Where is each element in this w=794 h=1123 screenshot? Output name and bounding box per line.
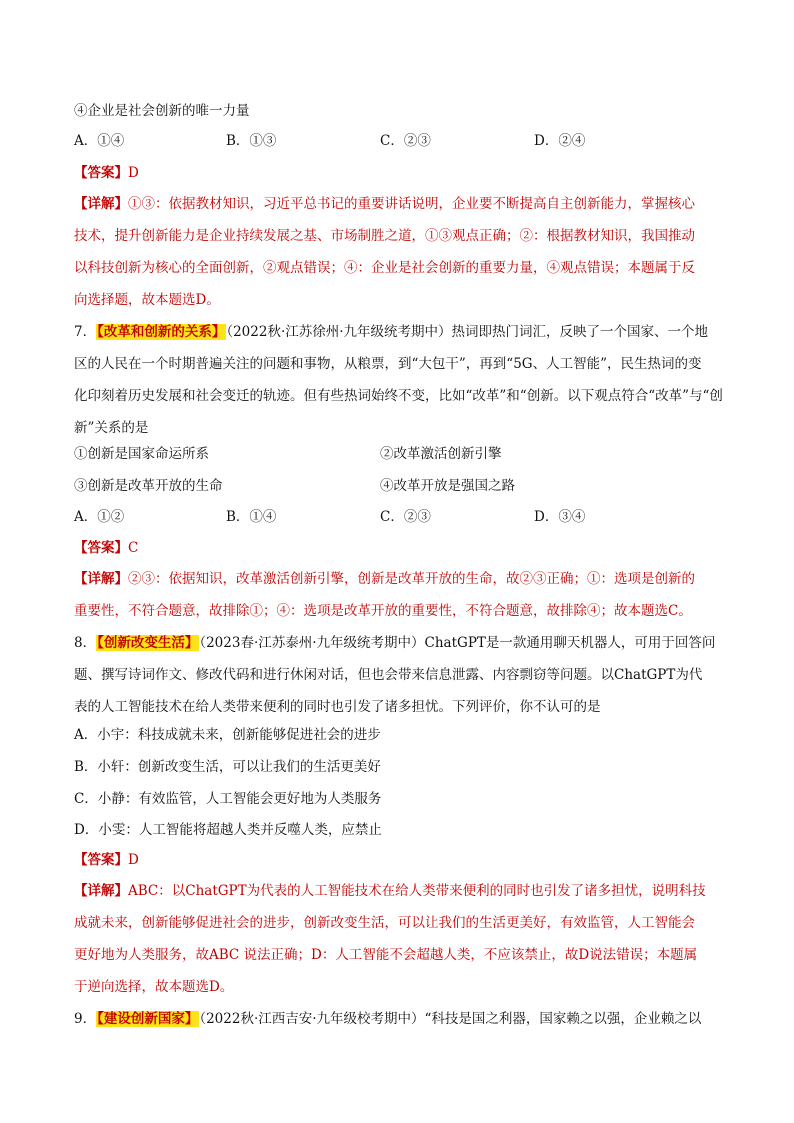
q7-stem-line: 化印刻着历史发展和社会变迁的轨迹。但有些热词始终不变，比如“改革”和“创新。以下观点符合“改革”与“创 xyxy=(74,388,723,404)
detail-label: 【详解】 xyxy=(74,196,128,212)
q6-detail-line: 技术，提升创新能力是企业持续发展之基、市场制胜之道，①③观点正确；②：根据教材知识，我国推动 xyxy=(74,228,695,244)
topic-tag: 【创新改变生活】 xyxy=(97,635,199,651)
q7-detail-line: 【详解】②③：依据知识，改革激活创新引擎，创新是改革开放的生命，故②③正确；①：选项是创新的 xyxy=(74,571,695,587)
question-number: 8． xyxy=(74,635,97,651)
q8-stem-line: 题、撰写诗词作文、修改代码和进行休闲对话，但也会带来信息泄露、内容剽窃等问题。以ChatGPT为代 xyxy=(74,667,703,683)
q6-answer xyxy=(74,163,734,183)
q8-option-a: A．小宇：科技成就未来，创新能够促进社会的进步 xyxy=(74,727,381,743)
q8-option-b: B．小轩：创新改变生活，可以让我们的生活更美好 xyxy=(74,759,381,775)
q7-option-a: A．①② xyxy=(74,509,125,525)
answer-value: D xyxy=(128,852,139,868)
q7-stem-line: 区的人民在一个时期普遍关注的问题和事物，从粮票，到“大包干”，再到“5G、人工智能”，民生热词的变 xyxy=(74,356,702,372)
q7-item-2: ②改革激活创新引擎 xyxy=(380,446,502,462)
topic-tag: 【建设创新国家】 xyxy=(97,1011,199,1027)
question-number: 7． xyxy=(74,324,97,340)
q7-stem-line: 新”关系的是 xyxy=(74,420,149,436)
answer-label: 【答案】 xyxy=(74,852,128,868)
answer-value: C xyxy=(128,540,139,556)
detail-label: 【详解】 xyxy=(74,571,128,587)
q9-stem-line: 9．【建设创新国家】（2022秋·江西吉安·九年级校考期中）“科技是国之利器，国家赖之以强，企业赖之以 xyxy=(74,1011,702,1027)
q7-item-1: ①创新是国家命运所系 xyxy=(74,446,209,462)
q7-answer xyxy=(74,538,734,558)
q8-detail-line: 更好地为人类服务，故ABC 说法正确；D：人工智能不会超越人类，不应该禁止，故D说法错误；本题属 xyxy=(74,947,698,963)
q8-option-d: D．小雯：人工智能将超越人类并反噬人类，应禁止 xyxy=(74,822,382,838)
q7-detail-line: 重要性，不符合题意，故排除①；④：选项是改革开放的重要性，不符合题意，故排除④；故本题选C。 xyxy=(74,603,692,619)
q8-detail-line: 成就未来，创新能够促进社会的进步，创新改变生活，可以让我们的生活更美好，有效监管，人工智能会 xyxy=(74,915,695,931)
q6-item-4: ④企业是社会创新的唯一力量 xyxy=(74,103,250,119)
q8-stem-line: 8．【创新改变生活】（2023春·江苏泰州·九年级统考期中）ChatGPT是一款通用聊天机器人，可用于回答问 xyxy=(74,635,716,651)
q7-option-c: C．②③ xyxy=(380,509,431,525)
q6-option-a: A．①④ xyxy=(74,133,125,149)
question-number: 9． xyxy=(74,1011,97,1027)
q6-option-b: B．①③ xyxy=(226,133,277,149)
detail-label: 【详解】 xyxy=(74,883,128,899)
q8-stem-line: 表的人工智能技术在给人类带来便利的同时也引发了诸多担忧。下列评价，你不认可的是 xyxy=(74,699,601,715)
answer-label: 【答案】 xyxy=(74,165,128,181)
q7-option-d: D．③④ xyxy=(534,509,586,525)
answer-value: D xyxy=(128,165,139,181)
q7-stem-line: 7．【改革和创新的关系】（2022秋·江苏徐州·九年级统考期中）热词即热门词汇，反映了一个国家、一个地 xyxy=(74,324,709,340)
q6-option-d: D．②④ xyxy=(534,133,586,149)
q8-answer xyxy=(74,850,734,870)
q8-detail-line: 于逆向选择，故本题选D。 xyxy=(74,979,234,995)
q6-detail-line: 向选择题，故本题选D。 xyxy=(74,292,220,308)
q8-option-c: C．小静：有效监管，人工智能会更好地为人类服务 xyxy=(74,791,382,807)
q7-option-b: B．①④ xyxy=(226,509,277,525)
q6-option-c: C．②③ xyxy=(380,133,431,149)
q8-detail-line: 【详解】ABC：以ChatGPT为代表的人工智能技术在给人类带来便利的同时也引发了诸多担忧，说明科技 xyxy=(74,883,706,899)
q6-detail-line: 以科技创新为核心的全面创新，②观点错误；④：企业是社会创新的重要力量，④观点错误；本题属于反 xyxy=(74,260,695,276)
answer-label: 【答案】 xyxy=(74,540,128,556)
q7-item-3: ③创新是改革开放的生命 xyxy=(74,478,223,494)
topic-tag: 【改革和创新的关系】 xyxy=(97,324,226,340)
q7-item-4: ④改革开放是强国之路 xyxy=(380,478,515,494)
q6-detail-line: 【详解】①③：依据教材知识，习近平总书记的重要讲话说明，企业要不断提高自主创新能力，掌握核心 xyxy=(74,196,695,212)
